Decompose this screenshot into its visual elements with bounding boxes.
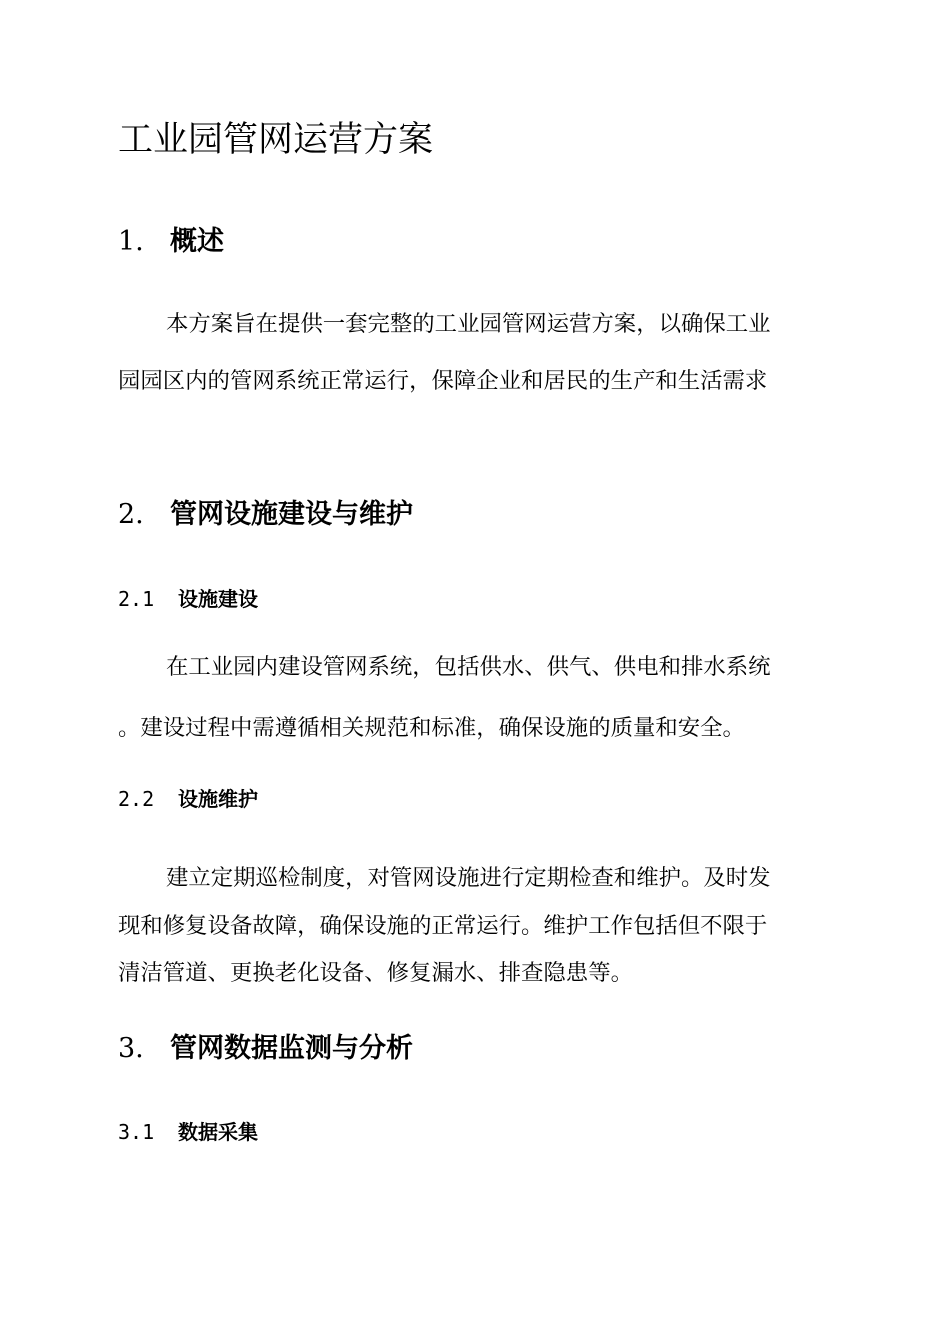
subsection-number: 2.1: [118, 587, 155, 611]
section-number: 1.: [118, 226, 144, 257]
paragraph-line: 建立定期巡检制度，对管网设施进行定期检查和维护。及时发: [166, 865, 771, 891]
subsection-title: 数据采集: [178, 1120, 258, 1144]
subsection-number: 3.1: [118, 1120, 155, 1144]
section-title: 管网数据监测与分析: [170, 1033, 413, 1064]
subsection-2-2-heading: [118, 785, 258, 813]
section-3-heading: [118, 1031, 413, 1067]
subsection-number: 2.2: [118, 787, 155, 811]
subsection-title: 设施建设: [178, 587, 258, 611]
section-number: 3.: [118, 1033, 144, 1064]
paragraph-line: 在工业园内建设管网系统，包括供水、供气、供电和排水系统: [166, 654, 771, 680]
paragraph-line: 现和修复设备故障，确保设施的正常运行。维护工作包括但不限于: [118, 913, 768, 939]
section-title: 概述: [170, 226, 224, 257]
subsection-2-1-heading: [118, 585, 258, 613]
subsection-title: 设施维护: [178, 787, 258, 811]
section-number: 2.: [118, 499, 144, 530]
document-title: 工业园管网运营方案: [118, 120, 434, 160]
paragraph-line: 。建设过程中需遵循相关规范和标准，确保设施的质量和安全。: [118, 715, 745, 741]
subsection-3-1-heading: [118, 1118, 258, 1146]
paragraph-line: 园园区内的管网系统正常运行，保障企业和居民的生产和生活需求: [118, 368, 768, 394]
paragraph-line: 清洁管道、更换老化设备、修复漏水、排查隐患等。: [118, 960, 633, 986]
section-1-heading: [118, 224, 224, 260]
section-title: 管网设施建设与维护: [170, 499, 413, 530]
section-2-heading: [118, 497, 413, 533]
paragraph-line: 本方案旨在提供一套完整的工业园管网运营方案，以确保工业: [166, 311, 771, 337]
